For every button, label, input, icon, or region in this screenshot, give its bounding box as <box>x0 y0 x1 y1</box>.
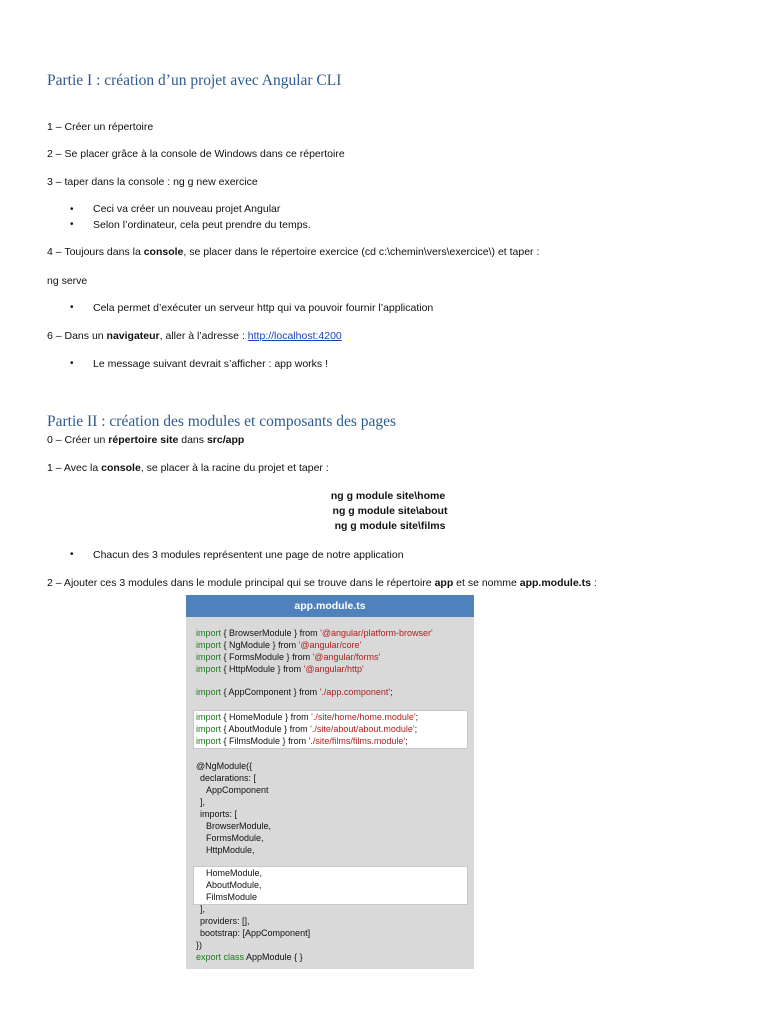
part1-step4 <box>47 246 539 259</box>
code-declarations: declarations: [ <box>200 773 257 783</box>
step0-mid: dans <box>178 434 207 446</box>
import-keyword: import <box>196 640 222 650</box>
code-export-line <box>196 952 303 964</box>
code-import-line <box>196 736 408 748</box>
code-import-line <box>196 652 380 664</box>
import-module: { NgModule } <box>223 640 276 650</box>
part1-step2: 2 – Se placer grâce à la console de Windows dans ce répertoire <box>47 148 345 160</box>
code-import-line <box>196 640 361 652</box>
p2-step2-bold2: app.module.ts <box>519 577 591 589</box>
code-imports-label: imports: [ <box>200 809 238 819</box>
export-body: { } <box>294 952 303 962</box>
p2-step2-bold1: app <box>434 577 454 589</box>
part1-step3: 3 – taper dans la console : ng g new exercice <box>47 176 258 188</box>
code-bootstrap: bootstrap: [AppComponent] <box>200 928 311 938</box>
code-import-line <box>196 664 364 676</box>
from-keyword: from <box>299 687 318 697</box>
code-import-line <box>196 687 393 699</box>
ng-serve-text: ng serve <box>47 275 88 287</box>
p2-step2-prefix: 2 – Ajouter ces 3 modules dans le module principal qui se trouve dans le répertoire <box>47 577 435 589</box>
import-path: './site/about/about.module' <box>310 724 415 734</box>
import-module: { BrowserModule } <box>223 628 298 638</box>
part2-bullet: Chacun des 3 modules représentent une page de notre application <box>93 549 404 561</box>
bullet-dot: • <box>70 204 74 215</box>
code-import-line <box>196 724 417 736</box>
code-providers: providers: [], <box>200 916 250 926</box>
localhost-link[interactable]: http://localhost:4200 <box>247 330 342 342</box>
code-about-module: AboutModule, <box>206 880 262 890</box>
code-browser-module: BrowserModule, <box>206 821 272 831</box>
part1-heading: Partie I : création d’un projet avec Angular CLI <box>47 72 342 89</box>
from-keyword: from <box>292 652 311 662</box>
p2-step2-mid: et se nomme <box>453 577 520 589</box>
code-http-module: HttpModule, <box>206 845 255 855</box>
step4-bold: console <box>143 246 184 258</box>
from-keyword: from <box>283 664 302 674</box>
code-listing <box>186 595 474 969</box>
step0-prefix: 0 – Créer un <box>47 434 109 446</box>
import-keyword: import <box>196 664 222 674</box>
p2-step2-suffix: : <box>590 577 597 589</box>
code-close-bracket: ], <box>200 904 206 914</box>
import-keyword: import <box>196 687 222 697</box>
code-close-decorator: }) <box>196 940 203 950</box>
export-name: AppModule <box>246 952 292 962</box>
code-import-line <box>196 712 418 724</box>
import-keyword: import <box>196 736 222 746</box>
import-path: '@angular/forms' <box>312 652 381 662</box>
import-path: '@angular/platform-browser' <box>320 628 433 638</box>
part1-step3-bullet2: Selon l’ordinateur, cela peut prendre du temps. <box>93 219 311 231</box>
part1-step6 <box>47 330 342 343</box>
bullet-dot: • <box>70 358 74 369</box>
code-import-line <box>196 628 433 640</box>
code-films-module: FilmsModule <box>206 892 258 902</box>
from-keyword: from <box>278 640 297 650</box>
import-path: './site/home/home.module' <box>311 712 416 722</box>
part2-step1 <box>47 462 329 475</box>
code-listing-title: app.module.ts <box>186 595 474 617</box>
import-keyword: import <box>196 628 222 638</box>
p2-step1-suffix: , se placer à la racine du projet et taper : <box>140 462 329 474</box>
command-home: ng g module site\home <box>330 490 446 502</box>
from-keyword: from <box>299 628 318 638</box>
import-path: '@angular/core' <box>298 640 362 650</box>
code-home-module: HomeModule, <box>206 868 263 878</box>
step4-suffix: , se placer dans le répertoire exercice (cd c:\chemin\vers\exercice\) et taper : <box>183 246 540 258</box>
semicolon: ; <box>414 724 418 734</box>
bullet-dot: • <box>70 219 74 230</box>
import-module: { AboutModule } <box>223 724 288 734</box>
step4-prefix: 4 – Toujours dans la <box>47 246 144 258</box>
step0-bold1: répertoire site <box>108 434 179 446</box>
import-module: { FormsModule } <box>223 652 290 662</box>
command-about: ng g module site\about <box>332 505 448 517</box>
import-keyword: import <box>196 652 222 662</box>
export-keyword: export class <box>196 952 245 962</box>
step6-bullet: Le message suivant devrait s’afficher : app works ! <box>93 358 329 370</box>
p2-step1-bold: console <box>101 462 141 474</box>
semicolon: ; <box>415 712 419 722</box>
import-path: './app.component' <box>319 687 391 697</box>
part2-step2 <box>47 577 597 590</box>
code-forms-module: FormsModule, <box>206 833 264 843</box>
step6-bold: navigateur <box>106 330 160 342</box>
code-app-component: AppComponent <box>206 785 269 795</box>
import-path: '@angular/http' <box>303 664 364 674</box>
p2-step1-prefix: 1 – Avec la <box>47 462 102 474</box>
from-keyword: from <box>289 724 308 734</box>
bullet-dot: • <box>70 549 74 560</box>
from-keyword: from <box>290 712 309 722</box>
code-decorator: @NgModule({ <box>196 761 253 771</box>
part1-step1: 1 – Créer un répertoire <box>47 121 154 133</box>
step6-suffix: , aller à l’adresse : <box>159 330 248 342</box>
semicolon: ; <box>390 687 393 697</box>
code-close-bracket: ], <box>200 797 206 807</box>
semicolon: ; <box>405 736 408 746</box>
import-keyword: import <box>196 724 222 734</box>
from-keyword: from <box>288 736 307 746</box>
import-module: { FilmsModule } <box>223 736 286 746</box>
import-module: { HttpModule } <box>223 664 281 674</box>
import-keyword: import <box>196 712 222 722</box>
import-module: { AppComponent } <box>223 687 297 697</box>
import-module: { HomeModule } <box>223 712 289 722</box>
step0-bold2: src/app <box>206 434 245 446</box>
command-films: ng g module site\films <box>334 520 446 532</box>
bullet-dot: • <box>70 302 74 313</box>
import-path: './site/films/films.module' <box>308 736 406 746</box>
part1-step3-bullet1: Ceci va créer un nouveau projet Angular <box>93 203 281 215</box>
step6-prefix: 6 – Dans un <box>47 330 107 342</box>
part2-heading: Partie II : création des modules et composants des pages <box>47 413 397 430</box>
part2-step0 <box>47 434 244 447</box>
serve-bullet: Cela permet d’exécuter un serveur http qui va pouvoir fournir l’application <box>93 302 434 314</box>
